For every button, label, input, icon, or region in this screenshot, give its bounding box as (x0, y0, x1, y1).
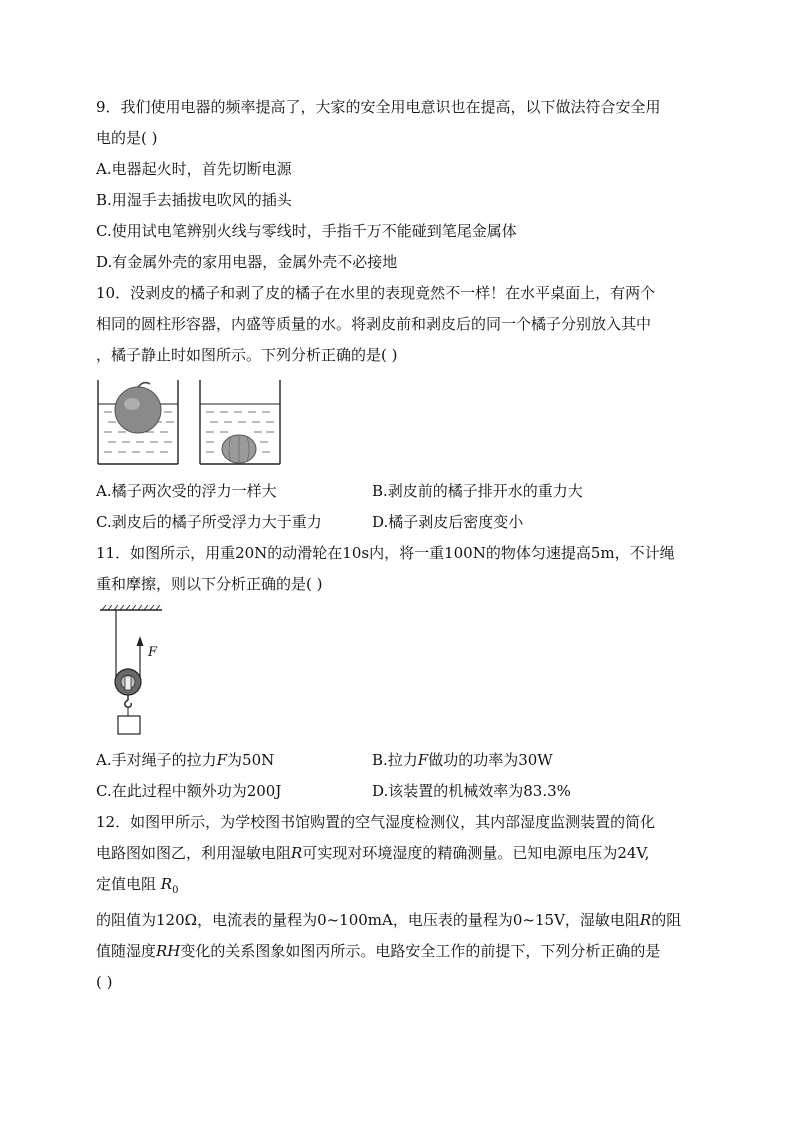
q12-stem-line2: 电路图如图乙，利用湿敏电阻R可实现对环境湿度的精确测量。已知电源电压为24V, (96, 844, 650, 862)
q10-option-a: A.橘子两次受的浮力一样大 (96, 482, 277, 500)
container-peeled (200, 380, 280, 464)
container-unpeeled (98, 380, 178, 464)
q9-stem-line1: 9．我们使用电器的频率提高了，大家的安全用电意识也在提高，以下做法符合安全用 (96, 98, 661, 116)
q10-option-d: D.橘子剥皮后密度变小 (372, 513, 524, 531)
unpeeled-orange (115, 387, 161, 433)
q9-option-b: B.用湿手去插拔电吹风的插头 (96, 191, 292, 209)
q9-option-c: C.使用试电笔辨别火线与零线时，手指千万不能碰到笔尾金属体 (96, 222, 517, 240)
q12-stem-line6: ( ) (96, 973, 113, 991)
q11-option-d: D.该装置的机械效率为83.3% (372, 782, 571, 800)
load-box (118, 716, 140, 734)
q11-options-row1 (96, 750, 553, 770)
q12-stem-line5: 值随湿度RH变化的关系图象如图丙所示。电路安全工作的前提下，下列分析正确的是 (96, 942, 661, 960)
q9-option-a: A.电器起火时，首先切断电源 (96, 160, 292, 178)
q10-options-row2 (96, 512, 524, 532)
q10-option-b: B.剥皮前的橘子排开水的重力大 (372, 482, 583, 500)
q11-option-b: B.拉力F做功的功率为30W (372, 751, 553, 769)
q11-stem-line2: 重和摩擦，则以下分析正确的是( ) (96, 575, 323, 593)
orange-containers-figure (94, 378, 284, 468)
q9-option-d: D.有金属外壳的家用电器，金属外壳不必接地 (96, 253, 398, 271)
pulley-figure (96, 604, 176, 736)
q12-stem-line1: 12．如图甲所示，为学校图书馆购置的空气湿度检测仪，其内部湿度监测装置的简化 (96, 813, 656, 831)
force-arrow (137, 636, 144, 646)
q11-stem-line1: 11．如图所示，用重20N的动滑轮在10s内，将一重100N的物体匀速提高5m，不计绳 (96, 544, 675, 562)
q11-options-row2 (96, 781, 571, 801)
q9-stem-line2: 电的是( ) (96, 129, 158, 147)
q12-stem-line3: 定值电阻 $R_0$ (96, 875, 179, 896)
q10-options-row1 (96, 481, 583, 501)
q10-option-c: C.剥皮后的橘子所受浮力大于重力 (96, 513, 322, 531)
force-label-f: F (148, 645, 158, 660)
q11-option-a: A.手对绳子的拉力F为50N (96, 751, 275, 769)
q10-stem-line1: 10．没剥皮的橘子和剥了皮的橘子在水里的表现竟然不一样！在水平桌面上，有两个 (96, 284, 656, 302)
q11-option-c: C.在此过程中额外功为200J (96, 782, 282, 800)
q12-stem-line4: 的阻值为120Ω，电流表的量程为0~100mA，电压表的量程为0~15V，湿敏电阻R的阻 (96, 911, 682, 929)
q10-stem-line3: ，橘子静止时如图所示。下列分析正确的是( ) (96, 346, 398, 364)
q10-stem-line2: 相同的圆柱形容器，内盛等质量的水。将剥皮前和剥皮后的同一个橘子分别放入其中 (96, 315, 652, 333)
hook (125, 695, 131, 707)
